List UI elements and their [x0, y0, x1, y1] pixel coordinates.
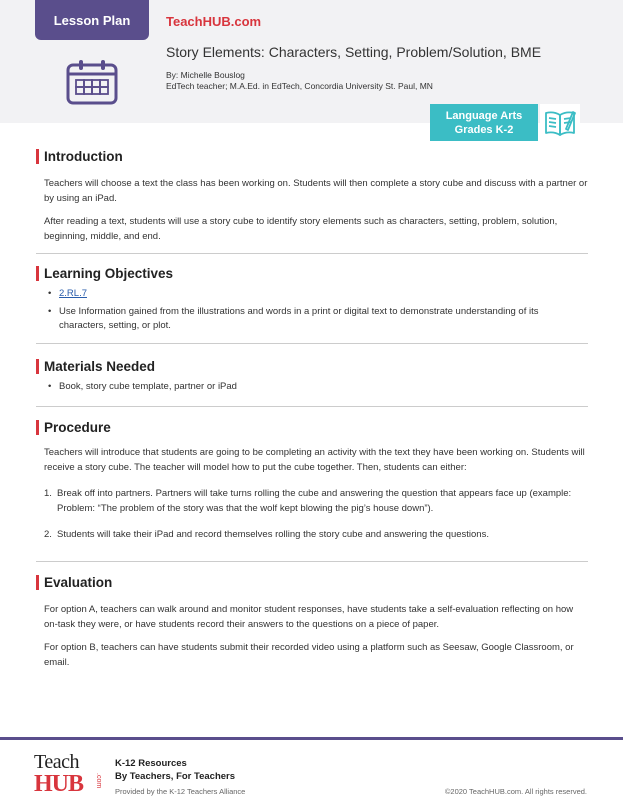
section-divider — [36, 561, 588, 562]
subject-label: Language Arts — [445, 109, 523, 122]
teachhub-logo — [34, 752, 106, 800]
objectives-heading: Learning Objectives — [36, 266, 588, 281]
step-number: 2. — [44, 529, 52, 540]
footer-line-1: K-12 Resources — [115, 758, 187, 769]
logo-com: .com — [95, 773, 102, 789]
book-icon — [544, 109, 576, 137]
evaluation-paragraph-2: For option B, teachers can have students submit their recorded video using a platform such as Seesaw, Google Classroom, or email. — [44, 642, 574, 668]
author-name: By: Michelle Bouslog — [166, 70, 245, 80]
author-block — [166, 70, 433, 92]
book-icon-box — [540, 104, 580, 141]
materials-heading: Materials Needed — [36, 359, 588, 374]
step-text: Break off into partners. Partners will take turns rolling the cube and answering the question that appears face up (example: Problem: “The problem of the story was that the wolf kept blowing the pig’s house down”). — [57, 488, 572, 514]
section-divider — [36, 253, 588, 254]
introduction-paragraph-2: After reading a text, students will use a story cube to identify story elements such as characters, setting, problem, solution, beginning, middle, and end. — [44, 216, 558, 242]
footer-copyright: ©2020 TeachHUB.com. All rights reserved. — [444, 787, 587, 796]
calendar-icon-box — [35, 40, 149, 123]
grades-label: Grades K-2 — [454, 123, 514, 136]
introduction-paragraph-1: Teachers will choose a text the class has been working on. Students will then complete a story cube and discuss with a partner or by using an iPad. — [44, 178, 588, 204]
lesson-plan-label: Lesson Plan — [53, 12, 131, 28]
introduction-section — [36, 149, 588, 244]
lesson-title: Story Elements: Characters, Setting, Problem/Solution, BME — [166, 44, 542, 60]
lesson-plan-tab — [35, 0, 149, 40]
evaluation-section — [36, 575, 588, 670]
list-item: • Book, story cube template, partner or iPad — [46, 380, 588, 394]
step-text: Students will take their iPad and record themselves rolling the story cube and answering the questions. — [57, 529, 489, 540]
objectives-section — [36, 266, 588, 337]
materials-list — [36, 380, 588, 394]
logo-hub: HUB — [34, 771, 84, 797]
list-item — [46, 287, 588, 301]
list-item: • Use Information gained from the illustrations and words in a print or digital text to demonstrate understanding of its characters, setting, or plot. — [46, 305, 588, 333]
list-item — [44, 486, 588, 516]
subject-badge — [430, 104, 538, 141]
standard-link[interactable]: 2.RL.7 — [59, 288, 87, 299]
logo-teach: Teach — [34, 751, 79, 773]
step-number: 1. — [44, 488, 52, 499]
footer-line-2: By Teachers, For Teachers — [115, 771, 236, 782]
procedure-section — [36, 420, 588, 553]
section-divider — [36, 406, 588, 407]
evaluation-paragraph-1: For option A, teachers can walk around and monitor student responses, have students take a self-evaluation reflecting on how on-task they were, or have students record their answers to the questions on a piece of paper. — [44, 604, 574, 630]
introduction-heading: Introduction — [36, 149, 588, 164]
procedure-steps — [36, 486, 588, 542]
evaluation-heading: Evaluation — [36, 575, 588, 590]
footer-tagline — [115, 757, 235, 783]
procedure-heading: Procedure — [36, 420, 588, 435]
list-item — [44, 527, 588, 542]
footer — [0, 737, 623, 809]
objectives-list — [36, 287, 588, 333]
materials-section — [36, 359, 588, 398]
author-credentials: EdTech teacher; M.A.Ed. in EdTech, Concordia University St. Paul, MN — [166, 81, 433, 91]
brand-name: TeachHUB.com — [166, 14, 262, 29]
procedure-intro: Teachers will introduce that students are going to be completing an activity with the text they have been working on. Students will receive a story cube. The teacher will model how to put the cube together. Then, students can either: — [44, 447, 585, 473]
section-divider — [36, 343, 588, 344]
calendar-icon — [66, 59, 118, 105]
footer-provided: Provided by the K-12 Teachers Alliance — [115, 787, 246, 796]
